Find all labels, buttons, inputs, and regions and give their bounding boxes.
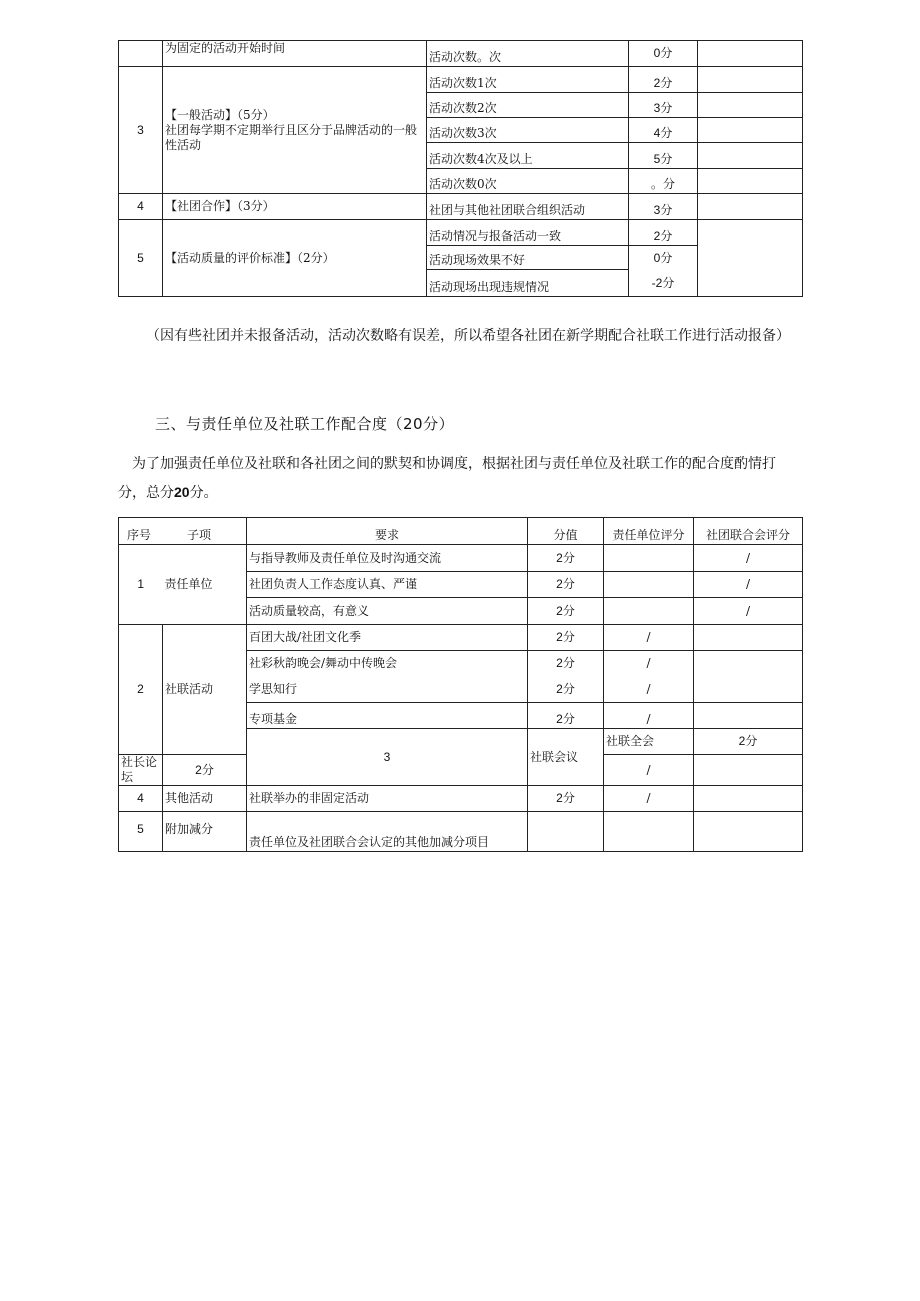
rating-cell — [698, 169, 803, 194]
header-score: 分值 — [528, 518, 604, 545]
criteria-cell: 活动次数2次 — [427, 93, 629, 118]
table-row — [119, 786, 803, 812]
requirement-cell: 社团负责人工作态度认真、严谨 — [247, 572, 528, 598]
requirement-cell: 社长论坛 — [119, 755, 163, 786]
requirement-cell: 百团大战/社团文化季 — [247, 625, 528, 651]
score-value: 2分 — [556, 682, 575, 696]
group-number: 4 — [119, 786, 163, 812]
unit-rating-cell: / — [604, 703, 694, 729]
item-title: 【一般活动】（5分） — [165, 107, 275, 122]
rating-cell — [698, 194, 803, 220]
score-cell: 2分 — [528, 545, 604, 572]
union-rating-cell: / — [694, 572, 803, 598]
unit-rating-cell — [604, 545, 694, 572]
group-subitem: 其他活动 — [163, 786, 247, 812]
union-rating-cell — [694, 703, 803, 729]
header-requirement: 要求 — [247, 518, 528, 545]
group-subitem: 社联活动 — [163, 625, 247, 755]
union-rating-cell: / — [694, 545, 803, 572]
rating-cell — [698, 118, 803, 143]
group-subitem: 社联会议 — [528, 729, 604, 786]
rating-mark: / — [646, 656, 651, 670]
rating-cell — [698, 67, 803, 93]
union-rating-cell — [694, 786, 803, 812]
table-row — [119, 41, 803, 67]
rating-cell — [698, 220, 803, 297]
group-number: 5 — [119, 812, 163, 852]
requirement-cell: 专项基金 — [247, 703, 528, 729]
criteria-cell: 活动情况与报备活动一致 — [427, 220, 629, 246]
row-number: 4 — [119, 194, 163, 220]
score-cell: 2分 — [629, 67, 698, 93]
intro-text: 为了加强责任单位及社联和各社团之间的默契和协调度，根据社团与责任单位及社联工作的配合度酌情打分，总分 — [118, 456, 776, 501]
header-no-subitem: 序号 子项 — [119, 518, 247, 545]
union-rating-cell — [694, 651, 803, 703]
union-rating-cell — [694, 755, 803, 786]
score-cell — [528, 651, 604, 703]
item-detail: 社团每学期不定期举行且区分于品牌活动的一般性活动 — [165, 122, 418, 152]
score-cell: 2分 — [528, 786, 604, 812]
score-cell: 0分 — [629, 41, 698, 67]
score-cell: 3分 — [629, 194, 698, 220]
union-rating-cell: / — [694, 598, 803, 625]
table-row — [119, 545, 803, 572]
criteria-cell: 活动现场出现违规情况 — [427, 270, 629, 297]
requirement-cell — [247, 651, 528, 703]
score-cell: 5分 — [629, 143, 698, 169]
note-paragraph: （因有些社团并未报备活动，活动次数略有误差，所以希望各社团在新学期配合社联工作进行活动报备） — [146, 328, 790, 344]
score-cell: 2分 — [629, 220, 698, 246]
unit-rating-cell: / — [604, 755, 694, 786]
intro-text-end: 分。 — [189, 485, 218, 501]
header-unit-rating: 责任单位评分 — [604, 518, 694, 545]
table-row — [119, 812, 803, 852]
criteria-cell: 社团与其他社团联合组织活动 — [427, 194, 629, 220]
group-number: 1 — [119, 545, 163, 625]
score-value: 2分 — [556, 656, 575, 670]
criteria-cell: 活动次数0次 — [427, 169, 629, 194]
activity-score-table — [118, 40, 803, 297]
union-rating-cell — [694, 625, 803, 651]
section-heading: 三、与责任单位及社联工作配合度（20分） — [155, 415, 455, 433]
score-cell: 2分 — [694, 729, 803, 755]
row-number: 3 — [119, 67, 163, 194]
table-row — [119, 67, 803, 93]
header-union-rating: 社团联合会评分 — [694, 518, 803, 545]
rating-cell — [698, 41, 803, 67]
unit-rating-cell: / — [604, 786, 694, 812]
score-value: -2分 — [651, 276, 675, 290]
rating-cell — [698, 143, 803, 169]
section-intro — [118, 450, 802, 507]
cooperation-score-table — [118, 517, 803, 852]
score-cell: 3分 — [629, 93, 698, 118]
score-cell: 4分 — [629, 118, 698, 143]
criteria-cell: 活动次数3次 — [427, 118, 629, 143]
table-row — [119, 220, 803, 246]
unit-rating-cell — [604, 598, 694, 625]
unit-rating-cell — [604, 651, 694, 703]
score-cell: 2分 — [528, 625, 604, 651]
union-rating-cell — [694, 812, 803, 852]
unit-rating-cell: / — [604, 625, 694, 651]
score-cell — [629, 246, 698, 297]
group-subitem: 责任单位 — [163, 545, 247, 625]
requirement-cell: 社联全会 — [604, 729, 694, 755]
rating-cell — [698, 93, 803, 118]
requirement-cell: 与指导教师及责任单位及时沟通交流 — [247, 545, 528, 572]
group-number: 3 — [247, 729, 528, 786]
row-number: 5 — [119, 220, 163, 297]
requirement-line: 学思知行 — [249, 682, 298, 696]
score-cell: 2分 — [528, 572, 604, 598]
group-number: 2 — [119, 625, 163, 755]
score-cell: 2分 — [528, 598, 604, 625]
criteria-cell: 活动现场效果不好 — [427, 246, 629, 270]
criteria-cell: 活动次数1次 — [427, 67, 629, 93]
score-cell: 2分 — [528, 703, 604, 729]
total-score: 20 — [174, 484, 190, 500]
score-cell: 2分 — [163, 755, 247, 786]
criteria-cell: 活动次数。次 — [427, 41, 629, 67]
unit-rating-cell — [604, 572, 694, 598]
unit-rating-cell — [604, 812, 694, 852]
item-description: 为固定的活动开始时间 — [163, 41, 427, 67]
requirement-cell: 活动质量较高，有意义 — [247, 598, 528, 625]
row-number — [119, 41, 163, 67]
table-row — [119, 625, 803, 651]
table-row — [119, 194, 803, 220]
item-description: 【活动质量的评价标准】（2分） — [163, 220, 427, 297]
item-description: 【社团合作】（3分） — [163, 194, 427, 220]
rating-mark: / — [646, 682, 651, 696]
requirement-line: 社彩秋韵晚会/舞动中传晚会 — [249, 656, 398, 670]
group-subitem: 附加减分 — [163, 812, 247, 852]
score-cell — [528, 812, 604, 852]
score-value: 0分 — [653, 251, 673, 265]
requirement-cell: 责任单位及社团联合会认定的其他加减分项目 — [247, 812, 528, 852]
table-header-row — [119, 518, 803, 545]
item-description — [163, 67, 427, 194]
requirement-cell: 社联举办的非固定活动 — [247, 786, 528, 812]
criteria-cell: 活动次数4次及以上 — [427, 143, 629, 169]
score-cell: 。分 — [629, 169, 698, 194]
